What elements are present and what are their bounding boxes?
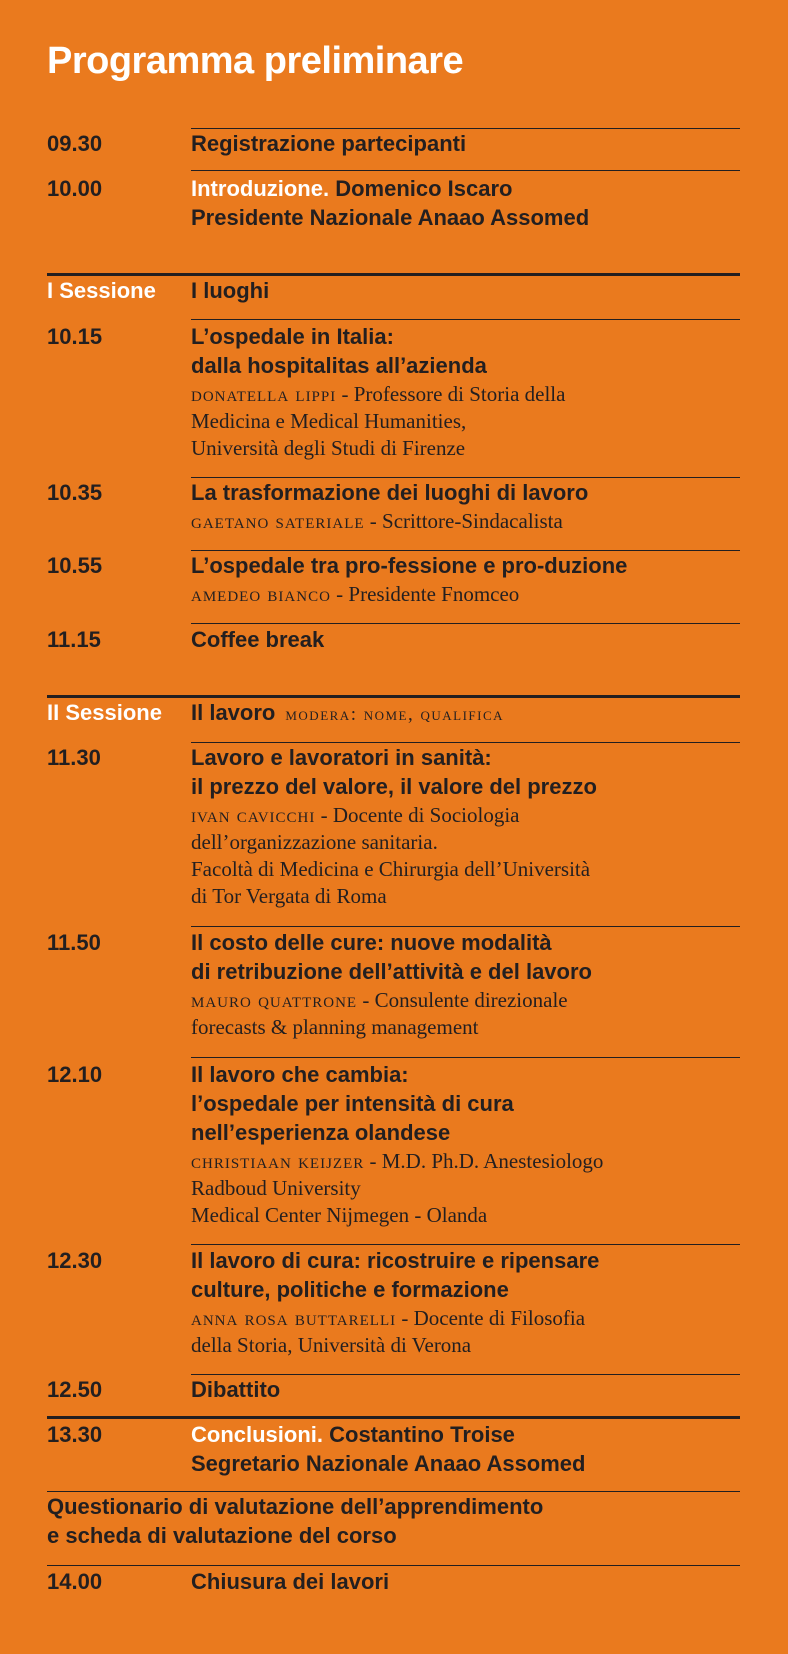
session-header-1 [47,276,747,305]
speaker-name: mauro quattrone [191,988,358,1012]
speaker-info [191,581,751,608]
speaker-role: della Storia, Università di Verona [191,1333,472,1357]
speaker-role: forecasts & planning management [191,1015,479,1039]
questionnaire-note [47,1492,747,1550]
item-time: 14.00 [47,1569,103,1594]
item-title: L’ospedale tra pro-fessione e pro-duzione [191,553,628,578]
moderator: modera: nome, qualifica [285,704,505,725]
item-title-line-3: nell’esperienza olandese [191,1120,451,1145]
speaker-role: - M.D. Ph.D. Anestesiologo [364,1149,604,1173]
page-title: Programma preliminare [47,40,464,82]
session-label: II Sessione [47,700,162,725]
item-title: Chiusura dei lavori [191,1569,390,1594]
intro-lead: Introduzione. [191,176,330,201]
speaker-name: gaetano sateriale [191,509,365,533]
speaker-info [191,381,751,462]
item-time: 11.30 [47,745,101,770]
questionnaire-line-2: e scheda di valutazione del corso [47,1523,397,1548]
conclusion-speaker: Costantino Troise [323,1422,515,1447]
item-time: 10.00 [47,176,103,201]
item-title: Dibattito [191,1377,281,1402]
speaker-name: anna rosa buttarelli [191,1306,397,1330]
item-time: 10.15 [47,324,103,349]
item-title-line-2: culture, politiche e formazione [191,1277,509,1302]
item-time: 11.50 [47,930,101,955]
speaker-role: Medical Center Nijmegen - Olanda [191,1203,488,1227]
speaker-name: amedeo bianco [191,582,331,606]
item-title: Coffee break [191,627,325,652]
session-title: Il lavoro [191,700,276,725]
session-name [191,698,504,729]
item-title: L’ospedale in Italia: [191,324,394,349]
item-time: 11.15 [47,627,101,652]
speaker-role: Radboud University [191,1176,361,1200]
session-header-2 [47,698,747,727]
speaker-name: christiaan keijzer [191,1149,365,1173]
item-title [191,1420,751,1449]
section-divider [47,1416,740,1419]
speaker-info [191,1148,751,1229]
divider [191,319,740,320]
intro-speaker: Domenico Iscaro [329,176,513,201]
item-title-line-2: Segretario Nazionale Anaao Assomed [191,1451,586,1476]
item-time: 09.30 [47,131,103,156]
speaker-name: ivan cavicchi [191,803,316,827]
speaker-role: - Docente di Filosofia [396,1306,586,1330]
item-title: Il lavoro di cura: ricostruire e ripensare [191,1248,600,1273]
speaker-role: - Scrittore-Sindacalista [364,509,563,533]
item-title: Il lavoro che cambia: [191,1062,409,1087]
divider [191,170,740,171]
session-name: I luoghi [191,278,270,303]
speaker-name: donatella lippi [191,382,337,406]
speaker-role: Medicina e Medical Humanities, [191,409,467,433]
speaker-role: dell’organizzazione sanitaria. [191,830,438,854]
speaker-role: - Professore di Storia della [336,382,566,406]
divider [191,926,740,927]
item-title: La trasformazione dei luoghi di lavoro [191,480,589,505]
speaker-info [191,802,751,910]
session-label: I Sessione [47,278,156,303]
divider [191,623,740,624]
speaker-role: Facoltà di Medicina e Chirurgia dell’Università [191,857,591,881]
item-title-line-2: di retribuzione dell’attività e del lavoro [191,959,592,984]
item-time: 12.30 [47,1248,103,1273]
speaker-role: - Consulente direzionale [357,988,568,1012]
speaker-info [191,1305,751,1359]
questionnaire-line-1: Questionario di valutazione dell’apprendimento [47,1494,544,1519]
conclusion-lead: Conclusioni. [191,1422,323,1447]
item-title-line-2: il prezzo del valore, il valore del prezzo [191,774,597,799]
item-title: Lavoro e lavoratori in sanità: [191,745,492,770]
item-title-line-2: l’ospedale per intensità di cura [191,1091,514,1116]
item-time: 10.55 [47,553,103,578]
speaker-info [191,508,751,535]
item-title-line-2: Presidente Nazionale Anaao Assomed [191,205,590,230]
speaker-role: Università degli Studi di Firenze [191,436,466,460]
item-time: 13.30 [47,1422,103,1447]
item-title: Registrazione partecipanti [191,131,467,156]
item-time: 10.35 [47,480,103,505]
item-title [191,174,751,203]
divider [191,1244,740,1245]
item-title: Il costo delle cure: nuove modalità [191,930,552,955]
divider [191,1057,740,1058]
speaker-role: - Presidente Fnomceo [330,582,520,606]
item-time: 12.10 [47,1062,103,1087]
divider [47,1565,740,1566]
speaker-info [191,987,751,1041]
speaker-role: di Tor Vergata di Roma [191,884,387,908]
item-title-line-2: dalla hospitalitas all’azienda [191,353,487,378]
speaker-role: - Docente di Sociologia [315,803,520,827]
item-time: 12.50 [47,1377,103,1402]
